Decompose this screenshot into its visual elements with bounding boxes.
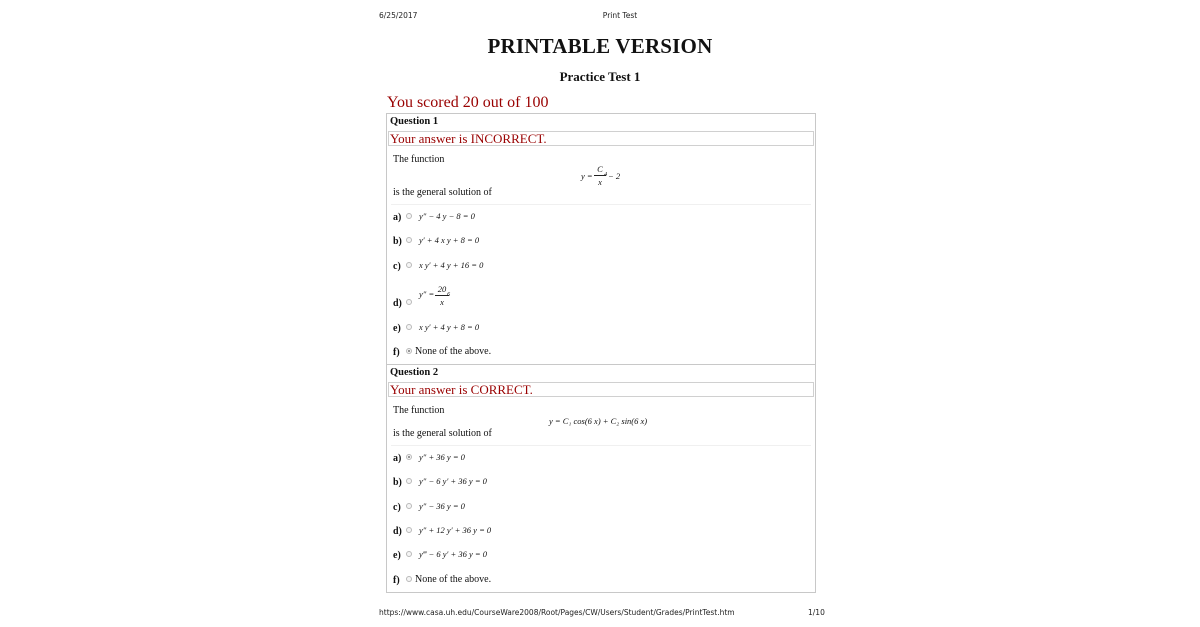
- option-equation: y″ − 4 y − 8 = 0: [419, 211, 475, 221]
- print-header-title: Print Test: [602, 11, 638, 20]
- option-label: a): [393, 453, 402, 464]
- score-summary: You scored 20 out of 100: [387, 94, 549, 111]
- question-heading: Question 1: [390, 116, 439, 127]
- page-title: PRINTABLE VERSION: [487, 34, 713, 58]
- option-radio[interactable]: [406, 551, 412, 557]
- answer-verdict: Your answer is INCORRECT.: [388, 131, 814, 146]
- option-radio[interactable]: [406, 299, 412, 305]
- option-radio[interactable]: [406, 527, 412, 533]
- question-stem-tail: is the general solution of: [393, 428, 492, 439]
- option-radio[interactable]: [406, 503, 412, 509]
- option-text: None of the above.: [415, 346, 492, 357]
- test-name: Practice Test 1: [559, 69, 641, 84]
- print-date: 6/25/2017: [379, 11, 418, 20]
- option-label: c): [393, 502, 401, 513]
- option-equation: y″ + 36 y = 0: [419, 452, 465, 462]
- function-equation: y = C₁ cos(6 x) + C₂ sin(6 x): [549, 416, 648, 426]
- option-label: c): [393, 261, 401, 272]
- fraction-numerator: C: [597, 164, 603, 174]
- option-equation: y′ + 4 x y + 8 = 0: [419, 235, 480, 245]
- question-heading: Question 2: [390, 367, 439, 378]
- page-url: https://www.casa.uh.edu/CourseWare2008/Root/Pages/CW/Users/Student/Grades/PrintTest.htm: [379, 608, 735, 617]
- option-label: b): [393, 236, 402, 247]
- option-equation-lhs: y″ =: [419, 289, 435, 299]
- equation-tail: − 2: [608, 171, 621, 181]
- option-radio[interactable]: [406, 237, 412, 243]
- page-number: 1/10: [808, 608, 825, 617]
- option-equation: x y′ + 4 y + 8 = 0: [419, 322, 480, 332]
- equation-fraction: [594, 164, 606, 187]
- option-radio-selected[interactable]: [406, 454, 412, 460]
- option-label: e): [393, 550, 401, 561]
- question-stem-intro: The function: [393, 405, 445, 416]
- option-fraction: [435, 284, 449, 307]
- option-radio[interactable]: [406, 262, 412, 268]
- option-equation: y″ + 12 y′ + 36 y = 0: [419, 525, 492, 535]
- option-equation: y‴ − 6 y′ + 36 y = 0: [419, 549, 487, 559]
- option-label: f): [393, 347, 400, 358]
- option-equation: y″ − 6 y′ + 36 y = 0: [419, 476, 487, 486]
- fraction-numerator: 20: [437, 284, 447, 294]
- equation-lhs: y =: [581, 171, 593, 181]
- option-label: e): [393, 323, 401, 334]
- option-label: a): [393, 212, 402, 223]
- question-stem-tail: is the general solution of: [393, 187, 492, 198]
- option-label: d): [393, 298, 402, 309]
- fraction-denominator: x 4: [598, 172, 608, 187]
- option-equation: x y′ + 4 y + 16 = 0: [419, 260, 484, 270]
- fraction-denominator: x 6: [440, 292, 451, 307]
- question-1-box: [386, 113, 816, 365]
- question-2-box: [386, 364, 816, 593]
- option-label: d): [393, 526, 402, 537]
- option-radio[interactable]: [406, 478, 412, 484]
- option-radio[interactable]: [406, 213, 412, 219]
- option-equation: y″ − 36 y = 0: [419, 501, 465, 511]
- option-radio[interactable]: [406, 324, 412, 330]
- option-label: b): [393, 477, 402, 488]
- question-stem-intro: The function: [393, 154, 445, 165]
- answer-verdict: Your answer is CORRECT.: [388, 382, 814, 397]
- option-text: None of the above.: [415, 574, 492, 585]
- option-label: f): [393, 575, 400, 586]
- option-radio[interactable]: [406, 576, 412, 582]
- option-radio-selected[interactable]: [406, 348, 412, 354]
